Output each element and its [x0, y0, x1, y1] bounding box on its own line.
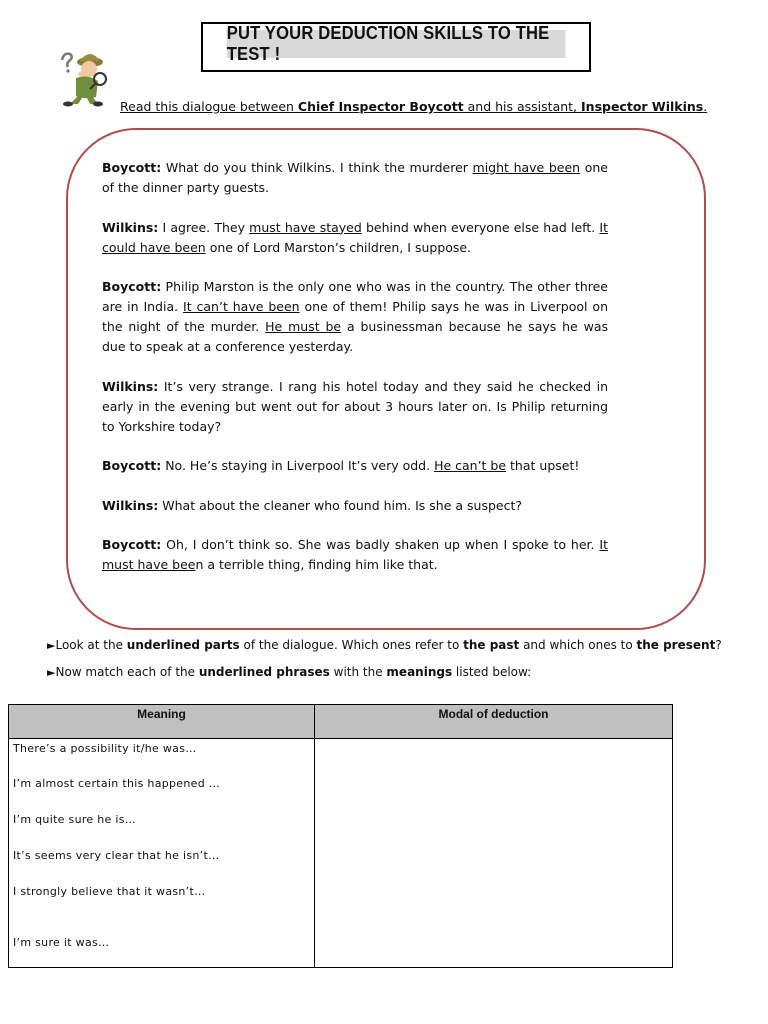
- dialogue-text: behind when everyone else had left.: [361, 219, 600, 235]
- dialogue-text: one of the dinner party guests.: [102, 160, 609, 195]
- dialogue-text: It’s very strange. I rang his hotel today and they said he checked in early in the evening but went out for about 3 hours later on. Is Philip returning to Yorkshire today?: [102, 378, 608, 434]
- title-box: [201, 22, 591, 72]
- meaning-5: I strongly believe that it wasn’t…: [13, 885, 206, 898]
- dialogue-line: [102, 456, 608, 476]
- meaning-6: I’m sure it was…: [13, 936, 110, 949]
- dialogue-line: [102, 377, 608, 437]
- meaning-1: There’s a possibility it/he was…: [13, 742, 197, 755]
- meaning-4: It’s seems very clear that he isn’t…: [13, 849, 220, 862]
- speaker-name: Boycott:: [102, 458, 162, 473]
- speaker-name: Wilkins:: [102, 378, 159, 394]
- meanings-cell: [9, 739, 315, 968]
- dialogue-line: [102, 158, 608, 198]
- modal-answer-cell[interactable]: [315, 739, 673, 968]
- header-modal: Modal of deduction: [315, 705, 673, 739]
- underlined-phrase: It could have been: [102, 219, 608, 255]
- page-title: PUT YOUR DEDUCTION SKILLS TO THE TEST !: [227, 30, 566, 58]
- dialogue-line: [102, 535, 608, 575]
- speaker-name: Boycott:: [102, 537, 162, 552]
- dialogue-text: I agree. They: [158, 219, 250, 235]
- speaker-name: Boycott:: [102, 279, 162, 294]
- instruction-2: ►Now match each of the underlined phrases with the meanings listed below:: [47, 665, 532, 679]
- instruction-1: ►Look at the underlined parts of the dialogue. Which ones refer to the past and which ones to the present?: [47, 638, 722, 652]
- dialogue-text: n a terrible thing, finding him like that.: [195, 557, 438, 572]
- bullet-arrow-icon: ►: [47, 666, 56, 679]
- dialogue-text: What do you think Wilkins. I think the murderer: [161, 160, 473, 175]
- matching-table: [8, 704, 673, 968]
- dialogue-text: one of them! Philip says he was in Liverpool on the night of the murder.: [102, 299, 608, 334]
- bullet-arrow-icon: ►: [47, 639, 56, 652]
- underlined-phrase: It can’t have been: [183, 299, 300, 314]
- dialogue-text: a businessman because he says he was due to speak at a conference yesterday.: [102, 319, 608, 354]
- name-wilkins: Inspector Wilkins: [581, 99, 704, 114]
- dialogue-text: one of Lord Marston’s children, I suppose.: [205, 239, 472, 255]
- name-boycott: Chief Inspector Boycott: [297, 99, 464, 114]
- speaker-name: Wilkins:: [102, 219, 159, 235]
- intro-line: Read this dialogue between Chief Inspector Boycott and his assistant, Inspector Wilkins.: [120, 99, 708, 114]
- underlined-phrase: He can’t be: [434, 458, 507, 473]
- dialogue: [102, 158, 608, 595]
- meaning-3: I’m quite sure he is…: [13, 813, 137, 826]
- underlined-phrase: It must have bee: [102, 537, 608, 572]
- meaning-2: I’m almost certain this happened …: [13, 777, 221, 790]
- speaker-name: Boycott:: [102, 160, 162, 175]
- dialogue-line: [102, 218, 608, 258]
- detective-icon: [54, 46, 116, 108]
- dialogue-line: [102, 277, 608, 357]
- speaker-name: Wilkins:: [102, 497, 159, 513]
- dialogue-text: No. He’s staying in Liverpool It’s very odd.: [161, 458, 435, 473]
- dialogue-text: Philip Marston is the only one who was in the country. The other three are in India.: [102, 279, 608, 314]
- underlined-phrase: He must be: [265, 319, 342, 334]
- dialogue-text: Oh, I don’t think so. She was badly shaken up when I spoke to her.: [161, 537, 600, 552]
- header-meaning: Meaning: [9, 705, 315, 739]
- underlined-phrase: might have been: [472, 160, 581, 175]
- dialogue-line: [102, 496, 608, 516]
- underlined-phrase: must have stayed: [249, 219, 362, 235]
- dialogue-text: What about the cleaner who found him. Is she a suspect?: [158, 497, 523, 513]
- dialogue-text: that upset!: [506, 458, 580, 473]
